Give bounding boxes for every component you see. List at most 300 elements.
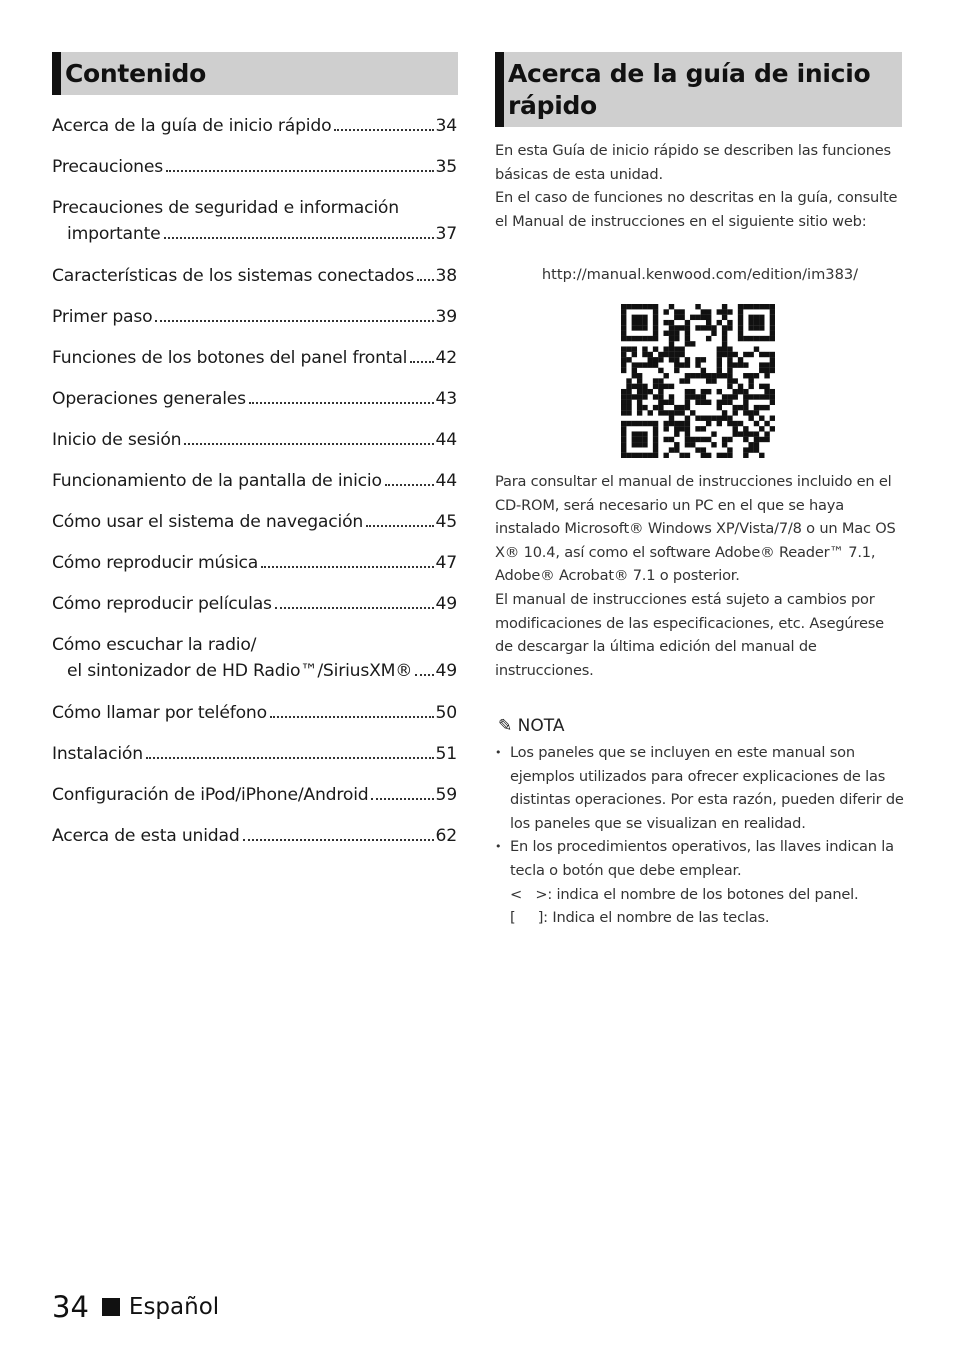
qr-module — [706, 421, 711, 426]
toc-entry-label: Cómo llamar por teléfono — [52, 703, 267, 723]
qr-module — [748, 325, 753, 330]
qr-module — [679, 421, 684, 426]
qr-module — [722, 325, 727, 330]
qr-module — [748, 373, 753, 378]
qr-module — [658, 352, 663, 357]
toc-entry-label: Cómo escuchar la radio/ — [52, 635, 257, 655]
qr-module — [695, 400, 700, 405]
qr-module — [621, 426, 626, 431]
qr-module — [663, 352, 668, 357]
qr-module — [727, 384, 732, 389]
qr-module — [685, 453, 690, 458]
qr-module — [653, 384, 658, 389]
qr-module — [669, 410, 674, 415]
page-footer — [52, 1290, 219, 1324]
qr-module — [759, 437, 764, 442]
qr-module — [626, 384, 631, 389]
qr-module — [770, 309, 775, 314]
toc-entry-label: Acerca de la guía de inicio rápido — [52, 116, 332, 136]
qr-module — [632, 352, 637, 357]
qr-module — [685, 320, 690, 325]
qr-module — [701, 357, 706, 362]
qr-module — [770, 400, 775, 405]
qr-module — [674, 346, 679, 351]
qr-module — [626, 421, 631, 426]
qr-module — [727, 447, 732, 452]
qr-module — [685, 394, 690, 399]
qr-module — [648, 362, 653, 367]
qr-module — [738, 304, 743, 309]
qr-module — [674, 431, 679, 436]
qr-module — [717, 362, 722, 367]
toc-entry[interactable] — [52, 304, 457, 345]
qr-module — [701, 453, 706, 458]
qr-module — [727, 362, 732, 367]
qr-module — [669, 384, 674, 389]
toc-entry-page: 51 — [435, 744, 457, 764]
qr-module — [632, 453, 637, 458]
qr-module — [669, 400, 674, 405]
body-paragraph-1: Para consultar el manual de instrucciones incluido en el CD-ROM, será necesario un PC en el que se haya instalado Microsoft® Windows XP/Vista/7/8 o un Mac OS X® 10.4, así como el software Adobe® Reader™ 7.1, Adobe® Acrobat® 7.1 o posterior. — [495, 473, 896, 585]
qr-module — [764, 368, 769, 373]
qr-module — [764, 373, 769, 378]
nota-bullet: • Los paneles que se incluyen en este manual son ejemplos utilizados para ofrecer explicaciones de las distintas operaciones. Por esta razón, pueden diferir de los paneles que se visualizan en realidad. — [495, 741, 907, 835]
qr-module — [648, 410, 653, 415]
toc-entry[interactable] — [52, 591, 457, 632]
qr-module — [759, 336, 764, 341]
qr-module — [722, 341, 727, 346]
qr-module — [685, 442, 690, 447]
qr-module — [674, 405, 679, 410]
qr-module — [637, 325, 642, 330]
qr-module — [738, 315, 743, 320]
qr-module — [653, 315, 658, 320]
qr-module — [653, 309, 658, 314]
qr-module — [770, 320, 775, 325]
dot-leader — [243, 839, 434, 841]
qr-module — [711, 331, 716, 336]
toc-entry-label: Precauciones de seguridad e información — [52, 198, 399, 218]
qr-module — [637, 410, 642, 415]
about-heading: Acerca de la guía de inicio rápido — [495, 52, 902, 127]
dot-leader — [261, 566, 433, 568]
nota-sub-buttons: < >: indica el nombre de los botones del panel. — [510, 885, 859, 903]
qr-module — [711, 431, 716, 436]
qr-module — [743, 304, 748, 309]
qr-module — [695, 362, 700, 367]
qr-module — [674, 362, 679, 367]
qr-module — [743, 447, 748, 452]
qr-module — [669, 447, 674, 452]
toc-entry[interactable] — [52, 632, 457, 700]
qr-module — [764, 405, 769, 410]
qr-module — [653, 447, 658, 452]
qr-module — [685, 373, 690, 378]
qr-module — [748, 442, 753, 447]
qr-module — [674, 421, 679, 426]
qr-module — [653, 426, 658, 431]
qr-module — [722, 346, 727, 351]
qr-module — [770, 368, 775, 373]
toc-entry-page: 62 — [435, 826, 457, 846]
qr-module — [770, 394, 775, 399]
qr-module — [637, 362, 642, 367]
qr-module — [733, 378, 738, 383]
table-of-contents — [52, 113, 457, 864]
toc-entry-label: Cómo reproducir música — [52, 553, 259, 573]
qr-module — [663, 400, 668, 405]
toc-entry[interactable] — [52, 741, 457, 782]
qr-module — [748, 320, 753, 325]
qr-module — [632, 320, 637, 325]
qr-module — [663, 331, 668, 336]
qr-module — [748, 410, 753, 415]
qr-module — [759, 405, 764, 410]
toc-entry-page: 44 — [435, 471, 457, 491]
qr-module — [621, 437, 626, 442]
qr-module — [717, 405, 722, 410]
qr-module — [727, 437, 732, 442]
toc-entry[interactable] — [52, 263, 457, 304]
toc-entry-page: 43 — [435, 389, 457, 409]
qr-module — [690, 410, 695, 415]
qr-module — [727, 373, 732, 378]
qr-module — [690, 389, 695, 394]
qr-module — [701, 315, 706, 320]
qr-module — [642, 389, 647, 394]
qr-module — [748, 431, 753, 436]
qr-module — [669, 331, 674, 336]
qr-module — [690, 315, 695, 320]
toc-entry-page: 35 — [435, 157, 457, 177]
toc-entry[interactable] — [52, 700, 457, 741]
toc-entry[interactable] — [52, 468, 457, 509]
toc-entry[interactable] — [52, 550, 457, 591]
qr-module — [759, 352, 764, 357]
qr-module — [679, 405, 684, 410]
qr-module — [632, 394, 637, 399]
qr-module — [754, 320, 759, 325]
toc-heading: Contenido — [52, 52, 458, 95]
qr-module — [653, 357, 658, 362]
qr-module — [770, 426, 775, 431]
toc-entry[interactable] — [52, 195, 457, 263]
qr-module — [748, 394, 753, 399]
qr-module — [621, 362, 626, 367]
qr-module — [642, 453, 647, 458]
toc-entry-label: Instalación — [52, 744, 143, 764]
dot-leader — [415, 674, 433, 676]
qr-module — [748, 315, 753, 320]
qr-module — [759, 426, 764, 431]
dot-leader — [371, 798, 433, 800]
qr-module — [669, 416, 674, 421]
qr-module — [648, 304, 653, 309]
qr-module — [663, 453, 668, 458]
qr-module — [722, 352, 727, 357]
qr-module — [632, 373, 637, 378]
qr-module — [642, 405, 647, 410]
qr-module — [717, 309, 722, 314]
qr-module — [759, 304, 764, 309]
qr-module — [669, 346, 674, 351]
qr-module — [722, 331, 727, 336]
qr-module — [701, 373, 706, 378]
qr-module — [748, 447, 753, 452]
qr-module — [674, 331, 679, 336]
qr-module — [648, 421, 653, 426]
qr-module — [642, 442, 647, 447]
qr-module — [717, 453, 722, 458]
qr-module — [685, 437, 690, 442]
qr-module — [653, 304, 658, 309]
qr-module — [669, 304, 674, 309]
qr-module — [738, 325, 743, 330]
qr-module — [626, 336, 631, 341]
toc-entry-page: 34 — [435, 116, 457, 136]
qr-module — [738, 357, 743, 362]
dot-leader — [417, 279, 433, 281]
qr-module — [754, 373, 759, 378]
page-number: 34 — [52, 1290, 89, 1324]
qr-module — [711, 416, 716, 421]
language-label: Español — [128, 1294, 220, 1320]
qr-module — [733, 426, 738, 431]
qr-module — [727, 352, 732, 357]
qr-module — [642, 336, 647, 341]
intro-paragraph-2: En el caso de funciones no descritas en la guía, consulte el Manual de instrucciones en el siguiente sitio web: — [495, 189, 898, 230]
qr-module — [663, 384, 668, 389]
qr-module — [695, 437, 700, 442]
qr-module — [648, 336, 653, 341]
qr-module — [642, 315, 647, 320]
qr-module — [754, 442, 759, 447]
qr-module — [685, 341, 690, 346]
qr-module — [770, 352, 775, 357]
qr-module — [626, 400, 631, 405]
qr-module — [685, 357, 690, 362]
qr-module — [637, 442, 642, 447]
qr-module — [679, 315, 684, 320]
qr-module — [733, 405, 738, 410]
qr-module — [738, 320, 743, 325]
qr-module — [637, 389, 642, 394]
qr-module — [679, 346, 684, 351]
qr-module — [637, 421, 642, 426]
qr-module — [701, 389, 706, 394]
qr-module — [648, 453, 653, 458]
qr-module — [669, 352, 674, 357]
toc-entry-page: 50 — [435, 703, 457, 723]
qr-module — [754, 394, 759, 399]
dot-leader — [334, 129, 433, 131]
qr-module — [743, 453, 748, 458]
qr-module — [626, 304, 631, 309]
qr-module — [669, 394, 674, 399]
intro-paragraph-1: En esta Guía de inicio rápido se describen las funciones básicas de esta unidad. — [495, 142, 891, 183]
qr-module — [632, 442, 637, 447]
toc-entry[interactable] — [52, 509, 457, 550]
qr-module — [632, 325, 637, 330]
qr-module — [674, 442, 679, 447]
qr-module — [621, 357, 626, 362]
qr-module — [770, 325, 775, 330]
pencil-icon: ✎ — [498, 716, 513, 736]
qr-module — [695, 426, 700, 431]
qr-module — [674, 336, 679, 341]
dot-leader — [155, 320, 433, 322]
qr-module — [738, 431, 743, 436]
toc-entry-page: 45 — [435, 512, 457, 532]
toc-entry-label: Primer paso — [52, 307, 153, 327]
qr-module — [642, 421, 647, 426]
qr-module — [759, 325, 764, 330]
qr-module — [621, 320, 626, 325]
qr-module — [653, 346, 658, 351]
qr-module — [764, 431, 769, 436]
qr-module — [648, 357, 653, 362]
qr-module — [727, 378, 732, 383]
toc-entry[interactable] — [52, 386, 457, 427]
qr-module — [685, 389, 690, 394]
qr-module — [701, 325, 706, 330]
qr-module — [653, 378, 658, 383]
body-paragraph-2: El manual de instrucciones está sujeto a cambios por modificaciones de las especificaciones, etc. Asegúrese de descargar la última edición del manual de instrucciones. — [495, 590, 884, 679]
qr-module — [727, 400, 732, 405]
qr-module — [679, 362, 684, 367]
qr-module — [733, 389, 738, 394]
qr-module — [695, 325, 700, 330]
toc-entry[interactable] — [52, 427, 457, 468]
qr-module — [743, 373, 748, 378]
qr-module — [695, 357, 700, 362]
toc-entry[interactable] — [52, 782, 457, 823]
qr-module — [674, 426, 679, 431]
qr-module — [674, 309, 679, 314]
qr-module — [743, 389, 748, 394]
qr-module — [626, 378, 631, 383]
qr-module — [653, 336, 658, 341]
qr-module — [663, 346, 668, 351]
qr-module — [632, 421, 637, 426]
toc-entry[interactable] — [52, 823, 457, 864]
qr-module — [706, 400, 711, 405]
qr-module — [748, 378, 753, 383]
qr-module — [632, 346, 637, 351]
qr-module — [701, 368, 706, 373]
qr-module — [770, 304, 775, 309]
qr-module — [679, 309, 684, 314]
qr-module — [685, 336, 690, 341]
qr-module — [711, 378, 716, 383]
about-body — [495, 470, 905, 682]
qr-module — [690, 437, 695, 442]
dot-leader — [410, 361, 433, 363]
dot-leader — [166, 170, 434, 172]
qr-module — [626, 394, 631, 399]
qr-module — [754, 346, 759, 351]
qr-module — [669, 325, 674, 330]
qr-module — [637, 405, 642, 410]
qr-module — [621, 331, 626, 336]
qr-module — [722, 309, 727, 314]
qr-module — [722, 437, 727, 442]
nota-sub-keys: [ ]: Indica el nombre de las teclas. — [510, 909, 770, 927]
qr-module — [653, 320, 658, 325]
qr-module — [658, 389, 663, 394]
qr-module — [727, 309, 732, 314]
qr-module — [759, 315, 764, 320]
qr-module — [717, 368, 722, 373]
toc-entry-page: 38 — [435, 266, 457, 286]
qr-module — [706, 378, 711, 383]
qr-module — [621, 309, 626, 314]
qr-module — [658, 378, 663, 383]
qr-module — [764, 336, 769, 341]
qr-module — [738, 421, 743, 426]
qr-module — [685, 416, 690, 421]
qr-module — [637, 400, 642, 405]
qr-module — [743, 400, 748, 405]
qr-module — [754, 421, 759, 426]
dot-leader — [366, 525, 433, 527]
qr-module — [695, 304, 700, 309]
toc-entry[interactable] — [52, 345, 457, 386]
qr-module — [679, 352, 684, 357]
qr-module — [706, 453, 711, 458]
qr-module — [764, 352, 769, 357]
qr-module — [621, 400, 626, 405]
qr-module — [690, 341, 695, 346]
qr-module — [770, 315, 775, 320]
qr-module — [727, 346, 732, 351]
qr-module — [706, 320, 711, 325]
qr-module — [733, 394, 738, 399]
qr-module — [669, 421, 674, 426]
toc-entry-page: 47 — [435, 553, 457, 573]
toc-entry-page: 49 — [435, 594, 457, 614]
qr-module — [669, 336, 674, 341]
toc-entry[interactable] — [52, 113, 457, 154]
qr-module — [663, 309, 668, 314]
qr-module — [685, 362, 690, 367]
qr-module — [717, 400, 722, 405]
nota-list — [495, 741, 907, 930]
qr-module — [653, 394, 658, 399]
qr-module — [764, 362, 769, 367]
qr-module — [754, 315, 759, 320]
qr-module — [679, 426, 684, 431]
dot-leader — [249, 402, 434, 404]
manual-url-link[interactable]: http://manual.kenwood.com/edition/im383/ — [541, 266, 859, 283]
qr-module — [642, 394, 647, 399]
qr-module — [653, 421, 658, 426]
qr-module — [642, 437, 647, 442]
qr-module — [722, 453, 727, 458]
qr-module — [669, 320, 674, 325]
qr-module — [621, 336, 626, 341]
qr-module — [621, 410, 626, 415]
qr-module — [653, 325, 658, 330]
qr-module — [717, 421, 722, 426]
qr-module — [685, 431, 690, 436]
qr-module — [770, 331, 775, 336]
toc-entry[interactable] — [52, 154, 457, 195]
dot-leader — [146, 757, 434, 759]
qr-module — [717, 320, 722, 325]
qr-module — [679, 325, 684, 330]
qr-module — [759, 453, 764, 458]
